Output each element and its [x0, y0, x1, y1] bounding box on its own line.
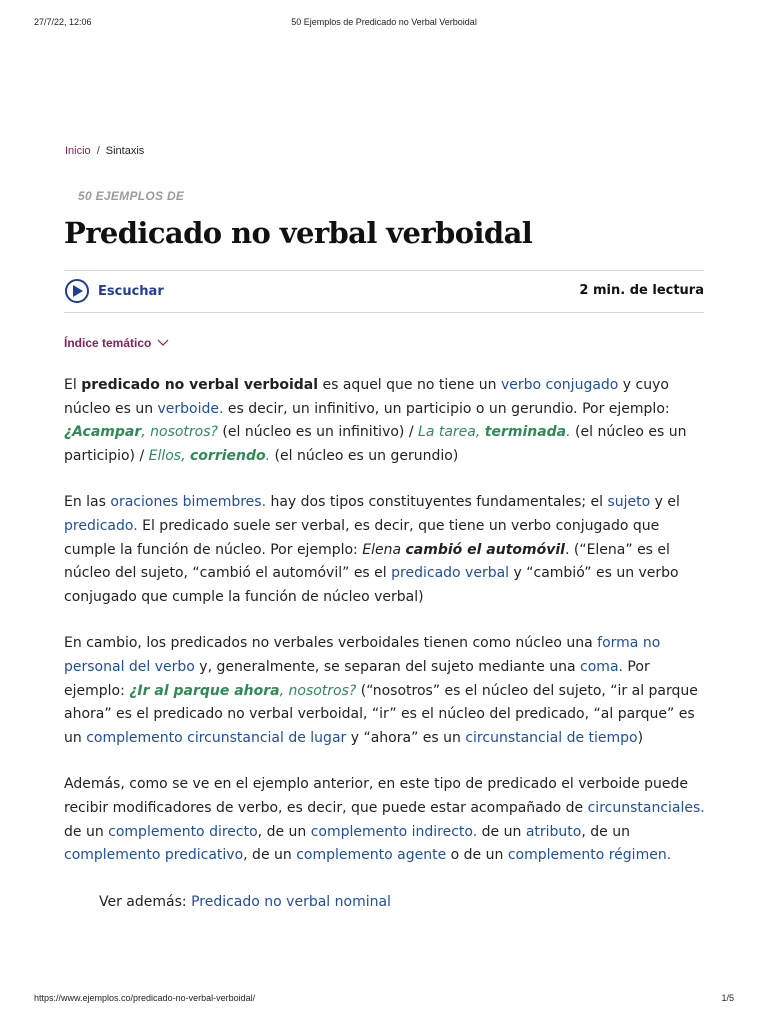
toc-label[interactable]: Índice temático [64, 336, 152, 350]
link-verboide[interactable]: verboide. [157, 400, 224, 417]
link-predicado-verbal[interactable]: predicado verbal [391, 565, 510, 582]
print-doc-title: 50 Ejemplos de Predicado no Verbal Verboidal [291, 17, 477, 27]
print-header [0, 17, 768, 31]
play-icon[interactable] [65, 279, 89, 303]
example-text: ¿Ir al parque ahora, nosotros? [129, 682, 357, 699]
paragraph: En cambio, los predicados no verbales verboidales tienen como núcleo una forma no personal del verbo y, generalmente, se separan del sujeto mediante una coma. Por ejemplo: ¿Ir al parque ahora, nosotros? (“nosotros” es el núcleo del sujeto, “ir al parque ahora” es el predicado no verbal verboidal, “ir” es el núcleo del predicado, “al parque” es un complemento circunstancial de lugar y “ahora” es un circunstancial de tiempo) [64, 635, 698, 746]
listen-button[interactable] [65, 277, 164, 305]
example-text: ¿Acampar, nosotros? [64, 424, 218, 441]
example-subject: Elena [362, 541, 406, 558]
paragraph: Además, como se ve en el ejemplo anterior, en este tipo de predicado el verboide puede recibir modificadores de verbo, es decir, que puede estar acompañado de circunstanciales. de un complemento directo, de un complemento indirecto. de un atributo, de un complemento predicativo, de un complemento agente o de un complemento régimen. [64, 776, 705, 864]
link-atributo[interactable]: atributo [525, 823, 582, 840]
paragraph: En las oraciones bimembres. hay dos tipos constituyentes fundamentales; el sujeto y el predicado. El predicado suele ser verbal, es decir, que tiene un verbo conjugado que cumple la función de núcleo. Por ejemplo: Elena cambió el automóvil. (“Elena” es el núcleo del sujeto, “cambió el automóvil” es el predicado verbal y “cambió” es un verbo conjugado que cumple la función de núcleo verbal) [64, 494, 680, 605]
breadcrumb-separator: / [96, 145, 100, 157]
bold-term: predicado no verbal verboidal [81, 377, 319, 393]
toc-toggle[interactable] [64, 336, 169, 350]
reading-time: 2 min. de lectura [579, 283, 704, 298]
print-date: 27/7/22, 12:06 [34, 17, 92, 27]
print-url: https://www.ejemplos.co/predicado-no-verbal-verboidal/ [34, 993, 256, 1003]
breadcrumb-home-link[interactable]: Inicio [65, 145, 91, 157]
link-complemento-directo[interactable]: complemento directo [108, 823, 258, 840]
link-predicado[interactable]: predicado. [64, 517, 138, 534]
article-body [64, 374, 708, 937]
example-text: La tarea, terminada. [418, 424, 571, 441]
divider [64, 270, 704, 271]
article-kicker: 50 EJEMPLOS DE [78, 189, 185, 203]
link-complemento-lugar[interactable]: complemento circunstancial de lugar [86, 729, 347, 746]
breadcrumb [65, 145, 144, 157]
see-also-link[interactable]: Predicado no verbal nominal [191, 893, 391, 910]
chevron-down-icon[interactable] [157, 339, 169, 347]
divider [64, 312, 704, 313]
print-footer [0, 993, 768, 1007]
link-coma[interactable]: coma. [580, 658, 623, 675]
example-text: Ellos, corriendo. [148, 447, 271, 464]
link-complemento-regimen[interactable]: complemento régimen. [507, 847, 672, 864]
link-complemento-agente[interactable]: complemento agente [296, 847, 447, 864]
link-verbo-conjugado[interactable]: verbo conjugado [500, 377, 619, 393]
listen-label[interactable]: Escuchar [98, 283, 164, 299]
paragraph: El predicado no verbal verboidal es aquel que no tiene un verbo conjugado y cuyo núcleo es un verboide. es decir, un infinitivo, un participio o un gerundio. Por ejemplo: ¿Acampar, nosotros? (el núcleo es un infinitivo) / La tarea, terminada. (el núcleo es un participio) / Ellos, corriendo. (el núcleo es un gerundio) [64, 377, 687, 464]
link-oraciones-bimembres[interactable]: oraciones bimembres. [110, 494, 267, 511]
see-also-label: Ver además: [99, 893, 192, 910]
breadcrumb-current: Sintaxis [105, 145, 145, 157]
print-page-number: 1/5 [721, 993, 734, 1003]
link-circunstancial-tiempo[interactable]: circunstancial de tiempo [465, 729, 638, 746]
see-also [64, 891, 708, 915]
link-complemento-predicativo[interactable]: complemento predicativo [64, 847, 244, 864]
link-forma-no-personal[interactable]: forma no personal del verbo [64, 635, 661, 675]
link-sujeto[interactable]: sujeto [607, 494, 651, 511]
example-predicate: cambió el automóvil [405, 541, 565, 558]
link-complemento-indirecto[interactable]: complemento indirecto. [310, 823, 478, 840]
page-title: Predicado no verbal verboidal [64, 216, 533, 250]
link-circunstanciales[interactable]: circunstanciales. [587, 799, 705, 816]
